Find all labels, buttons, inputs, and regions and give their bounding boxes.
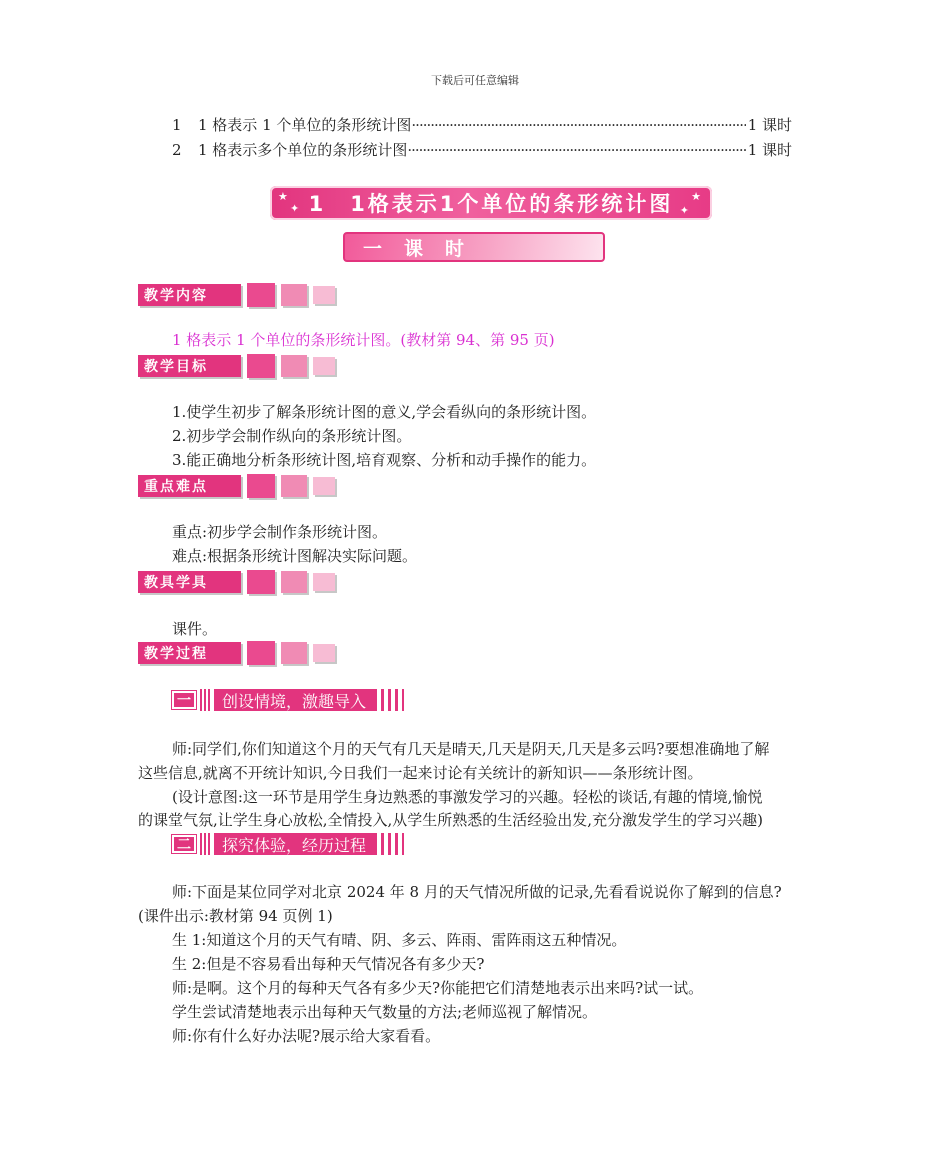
dialogue-line: 学生尝试清楚地表示出每种天气数量的方法;老师巡视了解情况。 [172, 1003, 598, 1021]
subsection-banner-1 [172, 688, 404, 712]
star-icon: ✦ [290, 202, 303, 215]
paragraph-line: 师:下面是某位同学对北京 2024 年 8 月的天气情况所做的记录,先看看说说你了解到的信息? [172, 883, 782, 901]
decor-square [247, 641, 275, 665]
lesson-title: 1 1格表示1个单位的条形统计图 [308, 192, 674, 216]
paragraph-line: 师:同学们,你们知道这个月的天气有几天是晴天,几天是阴天,几天是多云吗?要想准确地了解 [172, 740, 770, 758]
period-banner [343, 232, 605, 262]
decor-square [281, 571, 307, 593]
decor-square [247, 570, 275, 594]
section-label: 教学过程 [138, 642, 241, 664]
section-label: 教学目标 [138, 355, 241, 377]
subsection-number: 一 [172, 691, 196, 709]
key-point-item: 重点:初步学会制作条形统计图。 [172, 523, 388, 541]
decor-square [281, 475, 307, 497]
toc-hours: 1 课时 [747, 116, 792, 134]
section-header-process [138, 640, 335, 666]
toc-title: 1 格表示 1 个单位的条形统计图 [198, 116, 412, 134]
decor-square [281, 642, 307, 664]
subsection-number: 二 [172, 835, 196, 853]
key-point-item: 难点:根据条形统计图解决实际问题。 [172, 547, 418, 565]
decor-square [247, 283, 275, 307]
decor-square [281, 284, 307, 306]
decor-square [313, 644, 335, 662]
tools-text: 课件。 [172, 620, 218, 638]
toc-leader-dots [407, 141, 745, 159]
dialogue-line: 生 1:知道这个月的天气有晴、阴、多云、阵雨、雷阵雨这五种情况。 [172, 931, 627, 949]
dialogue-line: 生 2:但是不容易看出每种天气情况各有多少天? [172, 955, 485, 973]
paragraph-line: 的课堂气氛,让学生身心放松,全情投入,从学生所熟悉的生活经验出发,充分激发学生的学习兴趣) [138, 811, 763, 829]
star-icon: ★ [278, 190, 291, 203]
decor-square [313, 286, 335, 304]
goal-item: 2.初步学会制作纵向的条形统计图。 [172, 427, 412, 445]
section-header-goals [138, 353, 335, 379]
decor-square [247, 354, 275, 378]
subsection-title: 创设情境，激趣导入 [214, 689, 374, 711]
decor-stripes [374, 833, 404, 855]
goal-item: 1.使学生初步了解条形统计图的意义,学会看纵向的条形统计图。 [172, 403, 597, 421]
section-header-content [138, 282, 335, 308]
section-label: 教学内容 [138, 284, 241, 306]
paragraph-line: (课件出示:教材第 94 页例 1) [138, 907, 333, 925]
section-label: 教具学具 [138, 571, 241, 593]
toc-title: 1 格表示多个单位的条形统计图 [198, 141, 408, 159]
star-icon: ✦ [679, 204, 692, 217]
content-text: 1 格表示 1 个单位的条形统计图。(教材第 94、第 95 页) [172, 331, 555, 349]
paragraph-line: 这些信息,就离不开统计知识,今日我们一起来讨论有关统计的新知识——条形统计图。 [138, 764, 703, 782]
star-icon: ★ [691, 190, 704, 203]
decor-stripes [374, 689, 404, 711]
section-header-tools [138, 569, 335, 595]
toc-item-2 [172, 139, 792, 160]
decor-square [247, 474, 275, 498]
header-note: 下载后可任意编辑 [431, 74, 519, 87]
toc-number: 1 [172, 116, 182, 134]
decor-stripes [200, 833, 212, 855]
toc-item-1 [172, 114, 792, 135]
section-label: 重点难点 [138, 475, 241, 497]
decor-stripes [200, 689, 212, 711]
subsection-title: 探究体验，经历过程 [214, 833, 374, 855]
goal-item: 3.能正确地分析条形统计图,培育观察、分析和动手操作的能力。 [172, 451, 597, 469]
dialogue-line: 师:是啊。这个月的每种天气各有多少天?你能把它们清楚地表示出来吗?试一试。 [172, 979, 704, 997]
toc-hours: 1 课时 [747, 141, 792, 159]
toc-number: 2 [172, 141, 182, 159]
subsection-banner-2 [172, 832, 404, 856]
section-header-key-points [138, 473, 335, 499]
toc-leader-dots [411, 116, 745, 134]
decor-square [313, 477, 335, 495]
decor-square [313, 573, 335, 591]
period-title: 一课时 [363, 237, 487, 260]
lesson-title-banner [270, 186, 712, 220]
dialogue-line: 师:你有什么好办法呢?展示给大家看看。 [172, 1027, 441, 1045]
decor-square [281, 355, 307, 377]
decor-square [313, 357, 335, 375]
paragraph-line: (设计意图:这一环节是用学生身边熟悉的事激发学习的兴趣。轻松的谈话,有趣的情境,愉悦 [172, 788, 763, 806]
